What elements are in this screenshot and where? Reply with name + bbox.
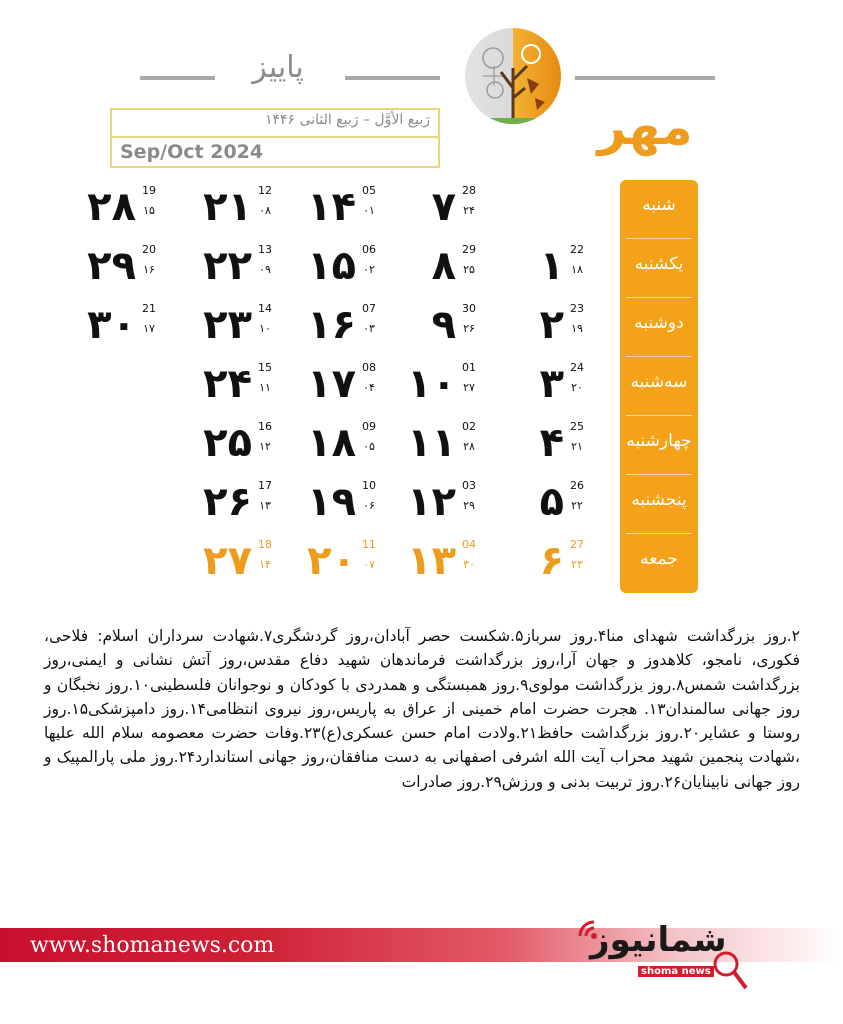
solar-day-number: ۲۲: [203, 243, 252, 289]
calendar-day-cell: [488, 359, 588, 409]
calendar-day-cell: [380, 477, 480, 527]
gregorian-day: 09: [362, 420, 376, 433]
hijri-day: ۱۰: [259, 322, 271, 335]
gregorian-day: 16: [258, 420, 272, 433]
gregorian-day: 20: [142, 243, 156, 256]
weekday-divider: [626, 474, 692, 475]
calendar-day-cell: [280, 359, 380, 409]
hijri-day: ۲۴: [463, 204, 475, 217]
website-link[interactable]: www.shomanews.com: [30, 933, 275, 958]
hijri-day: ۲۸: [463, 440, 475, 453]
solar-day-number: ۲: [539, 302, 564, 348]
calendar-day-cell: [280, 300, 380, 350]
weekday-divider: [626, 238, 692, 239]
events-list: ۲.روز بزرگداشت شهدای منا۴.روز سرباز۵.شکست حصر آبادان،روز گردشگری۷.شهادت سرداران اسلام: فلاحی، فکوری، نامجو، کلاهدوز و جهان آرا،روز بزرگداشت فرماندهان شهید دفاع مقدس،روز آتش نشانی و ایمنی،روز بزرگداشت شمس۸.روز بزرگداشت مولوی۹.روز همبستگی و همدردی با کودکان و نوجوانان فلسطینی۱۰.روز نخبگان و روز جهانی سالمندان۱۳. هجرت حضرت امام خمینی از عراق به پاریس،روز نیروی انتظامی۱۴.روز دامپزشکی۱۵.روز روستا و عشایر۲۰.روز بزرگداشت حافظ۲۱.ولادت امام حسن عسکری(ع)۲۳.وفات حضرت معصومه سلام الله علیها ،شهادت پنجمین شهید محراب آیت الله اشرفی اصفهانی به دست منافقان،روز جهانی استاندارد۲۴.روز ملی پارالمپیک و روز جهانی نابینایان۲۶.روز تربیت بدنی و ورزش۲۹.روز صادرات: [44, 627, 800, 791]
calendar-day-cell: [488, 300, 588, 350]
hijri-day: ۱۴: [259, 558, 271, 571]
hijri-day: ۲۰: [571, 381, 583, 394]
solar-day-number: ۸: [431, 243, 456, 289]
weekday-friday: جمعه: [640, 549, 678, 569]
solar-day-number: ۲۳: [203, 302, 252, 348]
logo-text: شمانیوز: [590, 920, 727, 960]
solar-day-number: ۴: [539, 420, 564, 466]
hijri-day: ۱۹: [571, 322, 583, 335]
solar-day-number: ۲۴: [203, 361, 252, 407]
gregorian-day: 14: [258, 302, 272, 315]
calendar-day-cell: [60, 182, 160, 232]
weekday-divider: [626, 297, 692, 298]
solar-day-number: ۲۷: [203, 538, 252, 584]
calendar-day-cell: [380, 359, 480, 409]
hijri-day: ۲۳: [571, 558, 583, 571]
solar-day-number: ۷: [431, 184, 456, 230]
solar-day-number: ۱۷: [307, 361, 356, 407]
solar-day-number: ۱: [539, 243, 564, 289]
gregorian-day: 28: [462, 184, 476, 197]
calendar-day-cell: [176, 300, 276, 350]
weekday-divider: [626, 533, 692, 534]
calendar-day-cell: [488, 536, 588, 586]
gregorian-day: 26: [570, 479, 584, 492]
solar-day-number: ۲۵: [203, 420, 252, 466]
month-title: مهر: [597, 98, 693, 156]
autumn-tree-icon: [465, 28, 561, 124]
gregorian-day: 13: [258, 243, 272, 256]
gregorian-day: 19: [142, 184, 156, 197]
calendar-day-cell: [380, 300, 480, 350]
calendar-day-cell: [488, 241, 588, 291]
solar-day-number: ۱۳: [407, 538, 456, 584]
solar-day-number: ۳: [539, 361, 564, 407]
gregorian-day: 15: [258, 361, 272, 374]
solar-day-number: ۱۵: [307, 243, 356, 289]
gregorian-day: 25: [570, 420, 584, 433]
gregorian-day: 17: [258, 479, 272, 492]
logo-subtext: shoma news: [638, 966, 714, 977]
gregorian-day: 07: [362, 302, 376, 315]
calendar-day-cell: [176, 477, 276, 527]
hijri-months: رَبیع الأوَّل – رَبیع الثانی ۱۴۴۶: [264, 112, 430, 128]
solar-day-number: ۲۸: [87, 184, 136, 230]
solar-day-number: ۲۰: [307, 538, 356, 584]
solar-day-number: ۱۱: [407, 420, 456, 466]
gregorian-day: 22: [570, 243, 584, 256]
gregorian-day: 18: [258, 538, 272, 551]
hijri-day: ۰۱: [363, 204, 375, 217]
gregorian-day: 06: [362, 243, 376, 256]
gregorian-day: 21: [142, 302, 156, 315]
calendar-day-cell: [380, 182, 480, 232]
hijri-day: ۲۱: [571, 440, 583, 453]
calendar-day-cell: [176, 182, 276, 232]
hijri-day: ۱۸: [571, 263, 583, 276]
gregorian-day: 30: [462, 302, 476, 315]
header-rule-right: [575, 76, 715, 80]
gregorian-day: 01: [462, 361, 476, 374]
calendar-day-cell: [176, 359, 276, 409]
hijri-day: ۱۱: [259, 381, 271, 394]
hijri-day: ۲۲: [571, 499, 583, 512]
weekday-divider: [626, 415, 692, 416]
hijri-day: ۲۹: [463, 499, 475, 512]
gregorian-day: 04: [462, 538, 476, 551]
magnifier-icon: [712, 950, 752, 998]
solar-day-number: ۲۹: [87, 243, 136, 289]
weekday-tuesday: سه‌شنبه: [630, 372, 688, 392]
hijri-day: ۱۶: [143, 263, 155, 276]
solar-day-number: ۱۲: [407, 479, 456, 525]
calendar-day-cell: [280, 241, 380, 291]
gregorian-months: Sep/Oct 2024: [120, 141, 264, 163]
weekday-sunday: یکشنبه: [634, 254, 684, 274]
hijri-day: ۳۰: [463, 558, 475, 571]
calendar-day-cell: [380, 536, 480, 586]
calendar-day-cell: [488, 477, 588, 527]
hijri-day: ۰۸: [259, 204, 271, 217]
gregorian-day: 08: [362, 361, 376, 374]
solar-day-number: ۱۴: [307, 184, 356, 230]
gregorian-day: 10: [362, 479, 376, 492]
solar-day-number: ۱۶: [307, 302, 356, 348]
weekday-wednesday: چهارشنبه: [626, 431, 692, 451]
solar-day-number: ۲۱: [203, 184, 252, 230]
gregorian-day: 11: [362, 538, 376, 551]
hijri-day: ۰۵: [363, 440, 375, 453]
solar-day-number: ۶: [539, 538, 564, 584]
calendar-day-cell: [280, 477, 380, 527]
hijri-day: ۰۴: [363, 381, 375, 394]
solar-day-number: ۱۰: [407, 361, 456, 407]
solar-day-number: ۲۶: [203, 479, 252, 525]
solar-day-number: ۳۰: [87, 302, 136, 348]
calendar-day-cell: [380, 418, 480, 468]
hijri-day: ۱۷: [143, 322, 155, 335]
hijri-day: ۲۷: [463, 381, 475, 394]
weekday-thursday: پنجشنبه: [631, 490, 687, 510]
calendar-day-cell: [380, 241, 480, 291]
hijri-day: ۱۳: [259, 499, 271, 512]
weekday-divider: [626, 356, 692, 357]
hijri-day: ۰۳: [363, 322, 375, 335]
hijri-day: ۲۶: [463, 322, 475, 335]
hijri-day: ۱۲: [259, 440, 271, 453]
solar-day-number: ۹: [431, 302, 456, 348]
calendar-day-cell: [280, 182, 380, 232]
gregorian-day: 24: [570, 361, 584, 374]
header-rule-mid: [345, 76, 440, 80]
date-info-box: [110, 108, 440, 168]
gregorian-day: 02: [462, 420, 476, 433]
info-divider: [112, 136, 438, 138]
calendar-day-cell: [176, 536, 276, 586]
solar-day-number: ۱۸: [307, 420, 356, 466]
hijri-day: ۰۷: [363, 558, 375, 571]
hijri-day: ۰۲: [363, 263, 375, 276]
calendar-day-cell: [176, 241, 276, 291]
hijri-day: ۰۶: [363, 499, 375, 512]
calendar-day-cell: [60, 300, 160, 350]
header-rule-left: [140, 76, 215, 80]
hijri-day: ۲۵: [463, 263, 475, 276]
gregorian-day: 03: [462, 479, 476, 492]
solar-day-number: ۱۹: [307, 479, 356, 525]
hijri-day: ۰۹: [259, 263, 271, 276]
weekday-column: [620, 180, 698, 593]
gregorian-day: 29: [462, 243, 476, 256]
gregorian-day: 27: [570, 538, 584, 551]
weekday-saturday: شنبه: [642, 195, 676, 215]
calendar-day-cell: [176, 418, 276, 468]
season-title: پاییز: [252, 50, 304, 85]
calendar-day-cell: [280, 418, 380, 468]
gregorian-day: 23: [570, 302, 584, 315]
solar-day-number: ۵: [539, 479, 564, 525]
gregorian-day: 12: [258, 184, 272, 197]
hijri-day: ۱۵: [143, 204, 155, 217]
calendar-day-cell: [60, 241, 160, 291]
gregorian-day: 05: [362, 184, 376, 197]
calendar-day-cell: [488, 418, 588, 468]
calendar-day-cell: [280, 536, 380, 586]
weekday-monday: دوشنبه: [634, 313, 684, 333]
